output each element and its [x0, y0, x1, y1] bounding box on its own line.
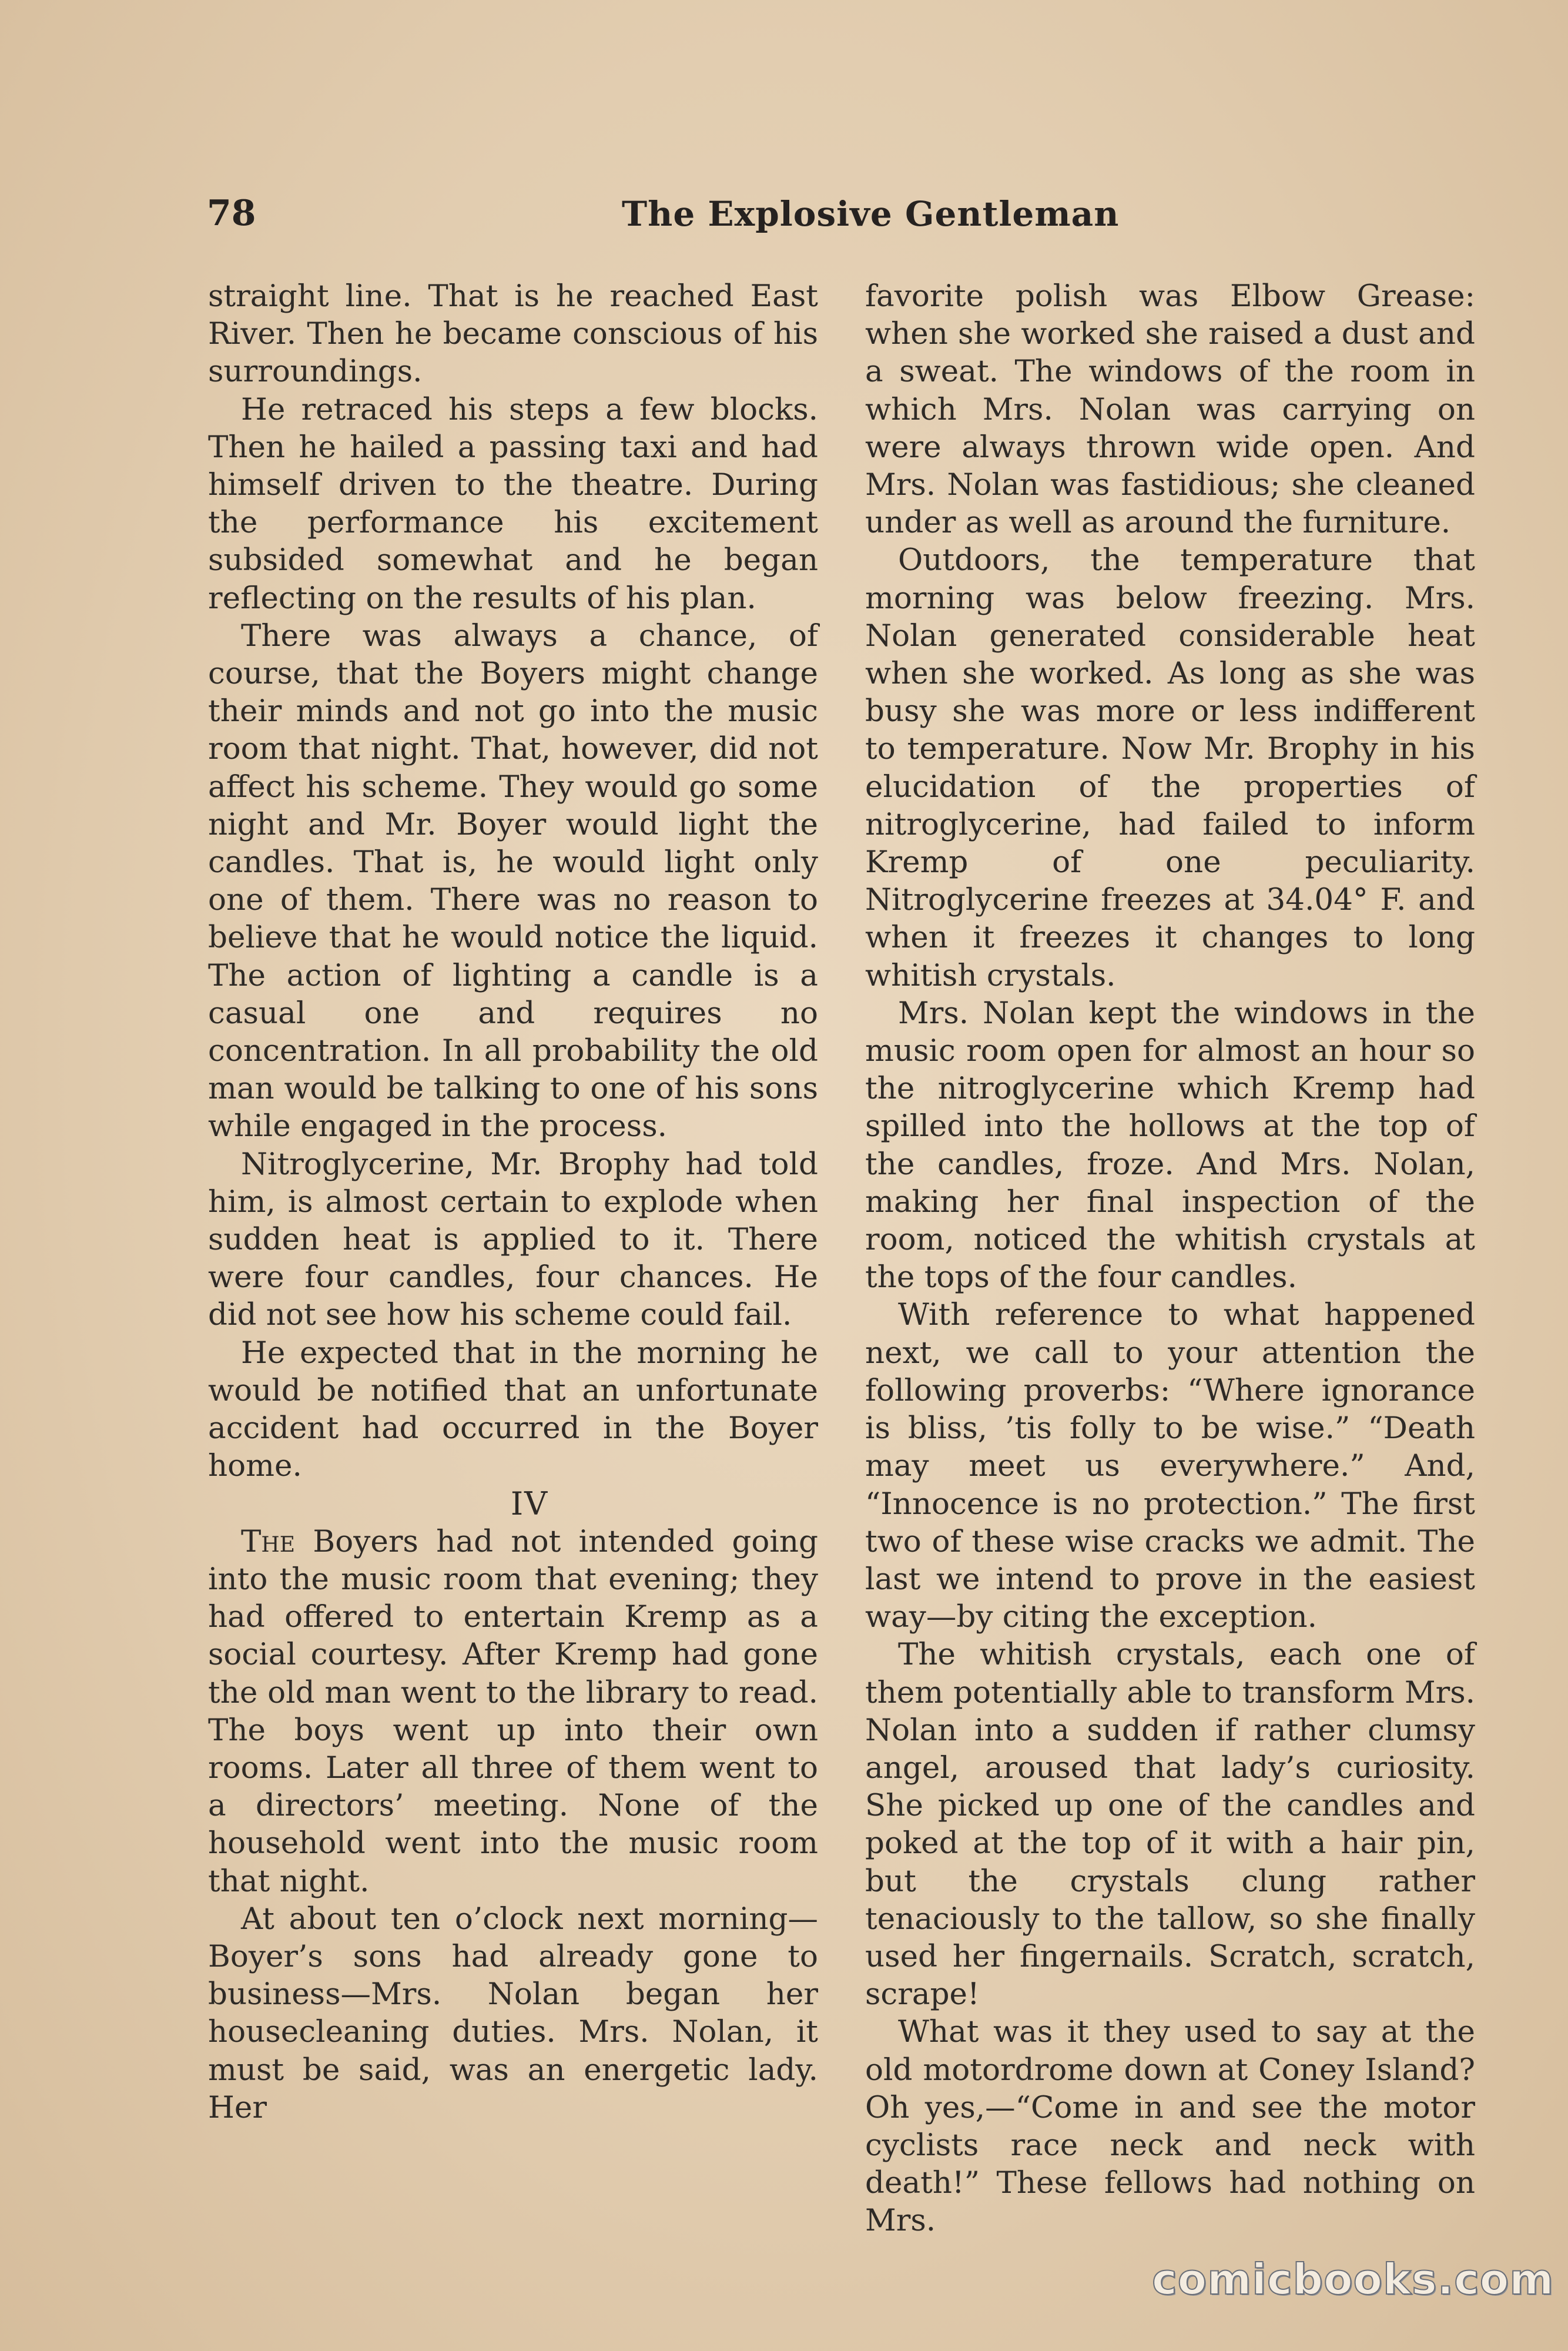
paragraph: Outdoors, the temperature that morning was below freezing. Mrs. Nolan generated considerable heat when she worked. As long as she was busy she was more or less indifferent to temperature. Now Mr. Brophy in his elucidation of the properties of nitroglycerine, had failed to inform Kremp of one peculiarity. Nitroglycerine freezes at 34.04° F. and when it freezes it changes to long whitish crystals.: [865, 542, 1475, 993]
paragraph: With reference to what happened next, we call to your attention the following proverbs: “Where ignorance is bliss, ’tis folly to be wise.” “Death may meet us everywhere.” And, “Innocence is no protection.” The first two of these wise cracks we admit. The last we intend to prove in the easiest way—by citing the exception.: [865, 1297, 1475, 1635]
right-column: [865, 277, 1475, 2240]
paragraph: Mrs. Nolan kept the windows in the music room open for almost an hour so the nitroglycerine which Kremp had spilled into the hollows at the top of the candles, froze. And Mrs. Nolan, making her final inspection of the room, noticed the whitish crystals at the tops of the four candles.: [865, 995, 1475, 1295]
left-column: [208, 277, 818, 2126]
paragraph: At about ten o’clock next morning—Boyer’s sons had already gone to business—Mrs. Nolan began her housecleaning duties. Mrs. Nolan, it must be said, was an energetic lady. Her: [208, 1901, 818, 2125]
paragraph: straight line. That is he reached East River. Then he became conscious of his surroundings.: [208, 279, 818, 390]
running-title: The Explosive Gentleman: [622, 194, 1120, 234]
paragraph: favorite polish was Elbow Grease: when she worked she raised a dust and a sweat. The windows of the room in which Mrs. Nolan was carrying on were always thrown wide open. And Mrs. Nolan was fastidious; she cleaned under as well as around the furniture.: [865, 279, 1475, 541]
section-opening-paragraph: [208, 1523, 818, 1900]
opening-word: The: [241, 1523, 296, 1559]
paragraph: There was always a chance, of course, that the Boyers might change their minds and not go into the music room that night. That, however, did not affect his scheme. They would go some night and Mr. Boyer would light the candles. That is, he would light only one of them. There was no reason to believe that he would notice the liquid. The action of lighting a candle is a casual one and requires no concentration. In all probability the old man would be talking to one of his sons while engaged in the process.: [208, 618, 818, 1144]
watermark: comicbooks.com: [1152, 2255, 1554, 2304]
paragraph-text: Boyers had not intended going into the music room that evening; they had offered to entertain Kremp as a social courtesy. After Kremp had gone the old man went to the library to read. The boys went up into their own rooms. Later all three of them went to a directors’ meeting. None of the household went into the music room that night.: [208, 1523, 818, 1899]
paragraph: Nitroglycerine, Mr. Brophy had told him, is almost certain to explode when sudden heat is applied to it. There were four candles, four chances. He did not see how his scheme could fail.: [208, 1146, 818, 1333]
paragraph: He expected that in the morning he would be notified that an unfortunate accident had occurred in the Boyer home.: [208, 1335, 818, 1484]
paragraph: He retraced his steps a few blocks. Then he hailed a passing taxi and had himself driven to the theatre. During the performance his excitement subsided somewhat and he began reflecting on the results of his plan.: [208, 391, 818, 616]
paragraph: The whitish crystals, each one of them potentially able to transform Mrs. Nolan into a sudden if rather clumsy angel, aroused that lady’s curiosity. She picked up one of the candles and poked at the top of it with a hair pin, but the crystals clung rather tenaciously to the tallow, so she finally used her fingernails. Scratch, scratch, scrape!: [865, 1637, 1475, 2012]
page-number: 78: [207, 193, 256, 234]
paragraph: What was it they used to say at the old motordrome down at Coney Island? Oh yes,—“Come in and see the motor cyclists race neck and neck with death!” These fellows had nothing on Mrs.: [865, 2014, 1475, 2239]
section-numeral: IV: [510, 1485, 549, 1522]
